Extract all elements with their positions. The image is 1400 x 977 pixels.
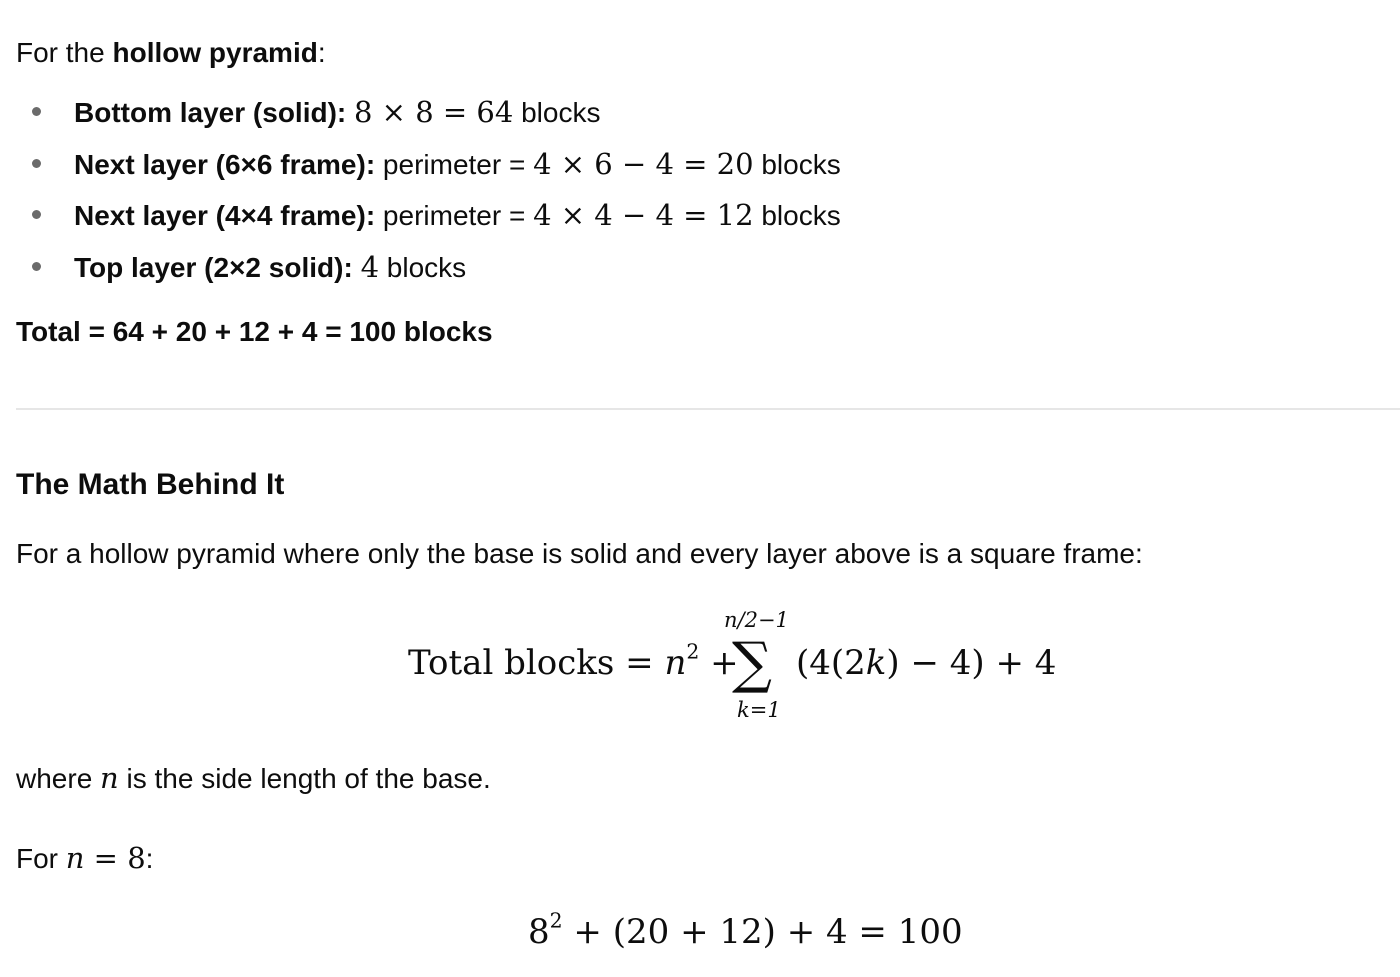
bullet-unit: blocks <box>753 200 841 231</box>
total-line: Total = 64 + 20 + 12 + 4 = 100 blocks <box>16 316 493 347</box>
formula-sq: 2 <box>686 639 700 664</box>
final-equation <box>528 908 963 952</box>
final-base: 8 <box>528 912 550 952</box>
formula-n: n <box>664 643 687 683</box>
formula-body-a: (4(2 <box>796 643 866 683</box>
formula-lhs-text: Total blocks = <box>408 643 665 683</box>
intro-suffix: : <box>317 37 326 68</box>
bullet-unit: blocks <box>753 149 841 180</box>
for-suffix: : <box>145 843 154 874</box>
where-suffix: is the side length of the base. <box>118 763 491 794</box>
bullet-dot-icon <box>32 107 41 116</box>
bullet-label: Next layer (4×4 frame): <box>74 200 376 231</box>
for-expr: = 8 <box>84 841 146 875</box>
formula-body-b: ) − 4) + 4 <box>886 643 1057 683</box>
intro-bold: hollow pyramid <box>112 37 318 68</box>
bullet-label: Bottom layer (solid): <box>74 97 347 128</box>
bullet-text: perimeter = <box>375 149 534 180</box>
formula-body <box>796 643 1056 683</box>
final-exp: 2 <box>549 908 563 933</box>
list-item <box>74 250 466 285</box>
for-prefix: For <box>16 843 66 874</box>
list-item <box>74 95 600 130</box>
sum-upper-limit: n/2−1 <box>724 608 789 632</box>
bullet-unit: blocks <box>379 252 467 283</box>
bullet-dot-icon <box>32 159 41 168</box>
for-line <box>16 841 153 876</box>
formula-plus: + <box>699 643 739 683</box>
bullet-expr: 4 × 6 − 4 = 20 <box>533 147 754 181</box>
bullet-label: Top layer (2×2 solid): <box>74 252 353 283</box>
where-line <box>16 761 491 796</box>
sum-lower-limit: k=1 <box>737 698 781 722</box>
intro-line <box>16 36 326 70</box>
formula-lhs <box>408 639 739 683</box>
bullet-expr: 4 × 4 − 4 = 12 <box>533 198 754 232</box>
section-heading: The Math Behind It <box>16 468 285 501</box>
where-prefix: where <box>16 763 101 794</box>
bullet-text: perimeter = <box>375 200 534 231</box>
bullet-label: Next layer (6×6 frame): <box>74 149 376 180</box>
sigma-icon: ∑ <box>732 631 772 696</box>
formula-k: k <box>865 643 887 683</box>
final-rest: + (20 + 12) + 4 = 100 <box>562 912 963 952</box>
bullet-expr: 4 <box>360 250 380 284</box>
intro-prefix: For the <box>16 37 113 68</box>
bullet-unit: blocks <box>513 97 601 128</box>
bullet-expr: 8 × 8 = 64 <box>354 95 514 129</box>
for-var: n <box>65 841 85 875</box>
section-paragraph: For a hollow pyramid where only the base is solid and every layer above is a square frame: <box>16 538 1143 569</box>
divider <box>16 408 1400 410</box>
where-var: n <box>100 761 119 795</box>
list-item <box>74 147 841 182</box>
bullet-dot-icon <box>32 210 41 219</box>
list-item <box>74 198 841 233</box>
bullet-dot-icon <box>32 262 41 271</box>
